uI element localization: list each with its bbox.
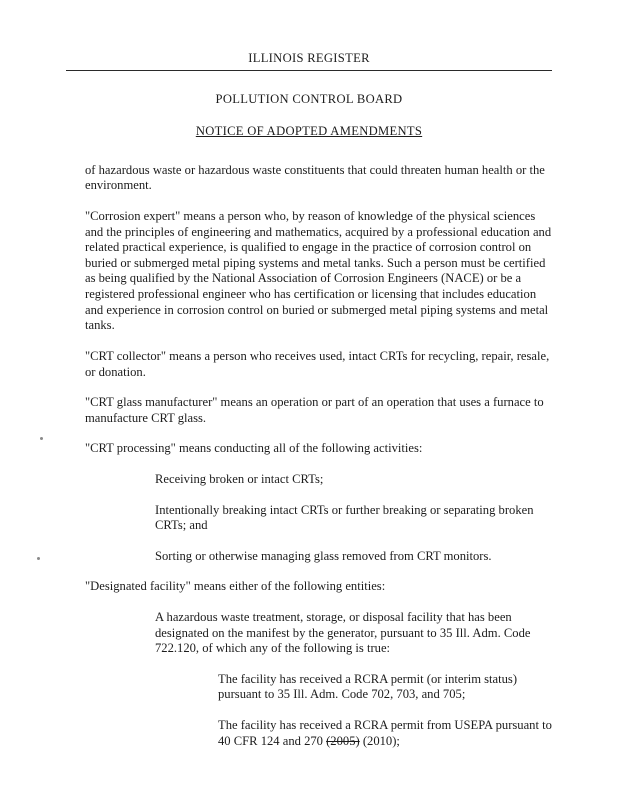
paragraph-segment: (2010); xyxy=(359,733,400,748)
document-body xyxy=(0,163,618,749)
paragraph-designated-facility-entity: A hazardous waste treatment, storage, or disposal facility that has been designated on the manifest by the generator, pursuant to 35 Ill. Adm. Code 722.120, of which any of the following is true: xyxy=(155,610,531,656)
paragraph-crt-collector-definition: "CRT collector" means a person who receives used, intact CRTs for recycling, repair, resale, or donation. xyxy=(85,348,550,379)
register-title: ILLINOIS REGISTER xyxy=(248,51,370,65)
page-header xyxy=(0,0,618,71)
stricken-text: (2005) xyxy=(326,733,360,748)
paragraph-designated-facility-definition: "Designated facility" means either of the following entities: xyxy=(85,579,386,594)
paragraph-crt-glass-manufacturer-definition: "CRT glass manufacturer" means an operation or part of an operation that uses a furnace to manufacture CRT glass. xyxy=(85,395,544,425)
paragraph-crt-processing-item-sorting: Sorting or otherwise managing glass removed from CRT monitors. xyxy=(155,548,492,563)
board-title: POLLUTION CONTROL BOARD xyxy=(215,91,403,106)
paragraph-hazardous-waste-continuation: of hazardous waste or hazardous waste constituents that could threaten human health or the environment. xyxy=(85,162,545,193)
notice-title: NOTICE OF ADOPTED AMENDMENTS xyxy=(195,124,423,139)
paragraph-crt-processing-item-breaking: Intentionally breaking intact CRTs or further breaking or separating broken CRTs; and xyxy=(155,502,534,533)
paragraph-corrosion-expert-definition: "Corrosion expert" means a person who, by reason of knowledge of the physical sciences and the principles of engineering and mathematics, acquired by a professional education and related practical experience, is qualified to engage in the practice of corrosion control on buried or submerged metal piping systems and metal tanks. Such a person must be certified as being qualified by the National Association of Corrosion Engineers (NACE) or be a registered professional engineer who has certification or licensing that includes education and experience in corrosion control on buried or submerged metal piping systems and metal tanks. xyxy=(85,209,552,333)
paragraph-segment: The facility has received a RCRA permit from USEPA pursuant to 40 CFR 124 and 270 xyxy=(218,718,552,748)
scan-artifact-dot xyxy=(40,437,43,440)
scan-artifact-dot xyxy=(37,557,40,560)
header-divider xyxy=(66,70,552,71)
paragraph-facility-rcra-interim-status: The facility has received a RCRA permit (or interim status) pursuant to 35 Ill. Adm. Code 702, 703, and 705; xyxy=(218,671,518,702)
paragraph-facility-rcra-usepa xyxy=(85,718,552,749)
paragraph-crt-processing-item-receiving: Receiving broken or intact CRTs; xyxy=(155,471,324,486)
paragraph-crt-processing-definition: "CRT processing" means conducting all of the following activities: xyxy=(85,441,423,456)
